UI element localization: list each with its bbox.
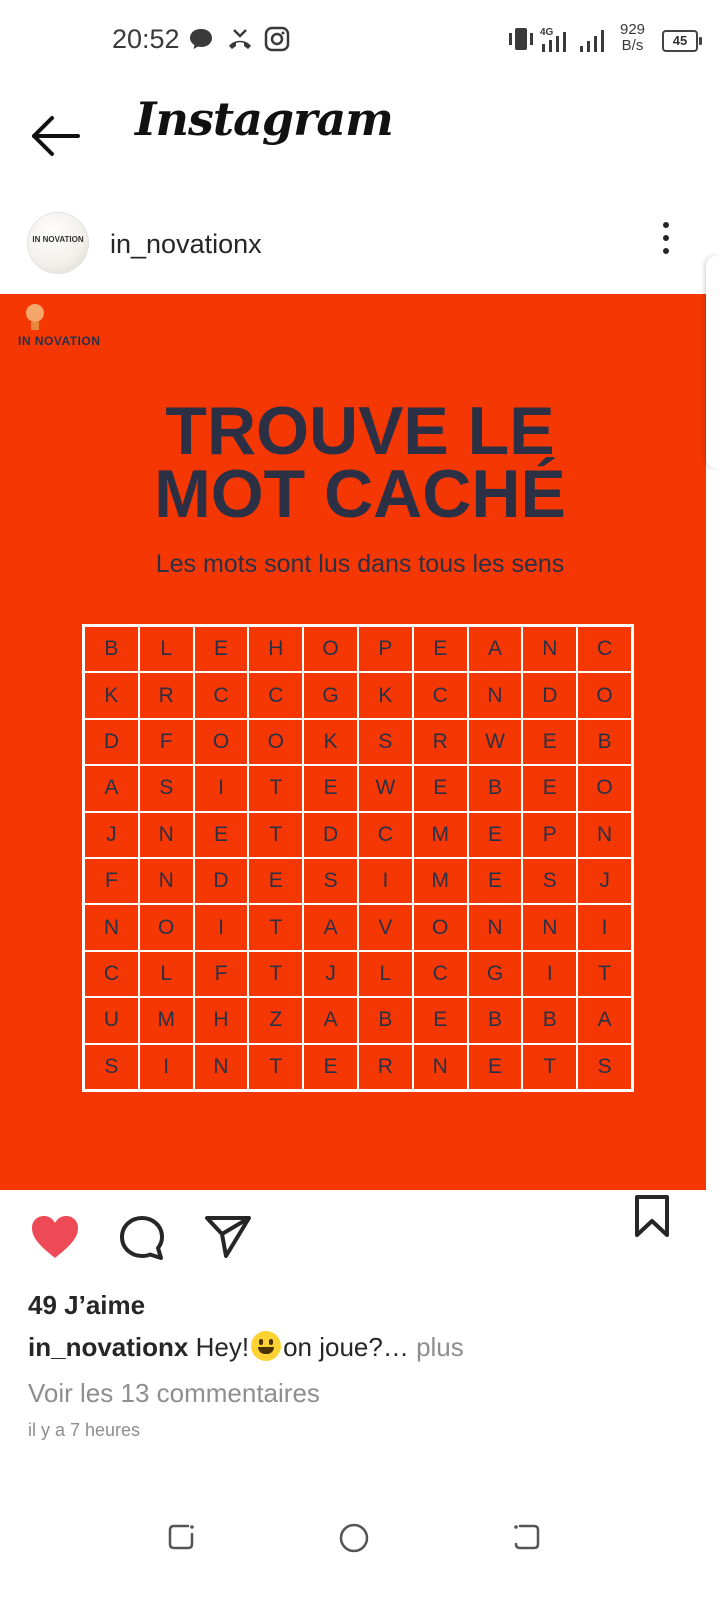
net-speed — [620, 22, 645, 54]
grid-cell: N — [194, 1044, 249, 1090]
grid-cell: E — [248, 858, 303, 904]
grid-cell: I — [358, 858, 413, 904]
post-caption[interactable] — [28, 1331, 464, 1363]
post-time: il y a 7 heures — [28, 1420, 141, 1440]
grid-cell: S — [358, 719, 413, 765]
grid-cell: F — [194, 951, 249, 997]
grid-cell: T — [522, 1044, 577, 1090]
instagram-logo: Instagram — [135, 92, 393, 146]
grid-cell: B — [468, 997, 523, 1043]
grid-cell: T — [577, 951, 632, 997]
grid-cell: O — [248, 719, 303, 765]
lightbulb-logo-icon — [24, 302, 46, 334]
grid-cell: C — [413, 672, 468, 718]
grid-cell: E — [468, 812, 523, 858]
grid-cell: P — [358, 626, 413, 672]
grid-cell: G — [303, 672, 358, 718]
grid-cell: O — [303, 626, 358, 672]
grid-cell: I — [577, 904, 632, 950]
grid-cell: E — [303, 1044, 358, 1090]
grid-cell: S — [139, 765, 194, 811]
more-vertical-icon[interactable] — [658, 222, 674, 262]
likes-count[interactable]: 49 J’aime — [28, 1290, 146, 1320]
signal-icon — [578, 26, 608, 54]
image-title-line1: TROUVE LE — [165, 393, 555, 469]
grid-cell: K — [358, 672, 413, 718]
svg-text:4G: 4G — [540, 27, 554, 38]
instagram-icon — [264, 26, 290, 52]
side-panel-handle[interactable] — [706, 256, 720, 468]
grinning-face-emoji-icon — [251, 1331, 281, 1361]
arrow-left-icon[interactable] — [30, 112, 86, 164]
grid-cell: T — [248, 904, 303, 950]
grid-cell: R — [413, 719, 468, 765]
grid-cell: W — [358, 765, 413, 811]
caption-more-link[interactable]: plus — [416, 1332, 464, 1362]
grid-cell: I — [194, 904, 249, 950]
recent-apps-icon[interactable] — [166, 1522, 196, 1552]
grid-cell: J — [84, 812, 139, 858]
grid-cell: N — [139, 858, 194, 904]
grid-cell: N — [84, 904, 139, 950]
grid-cell: O — [194, 719, 249, 765]
grid-cell: O — [413, 904, 468, 950]
grid-cell: S — [577, 1044, 632, 1090]
caption-text-after: on joue?… — [283, 1332, 409, 1362]
grid-cell: O — [577, 672, 632, 718]
net-speed-value: 929 — [620, 21, 646, 38]
battery-indicator: 45 — [662, 30, 698, 52]
grid-cell: U — [84, 997, 139, 1043]
grid-cell: B — [577, 719, 632, 765]
grid-cell: B — [468, 765, 523, 811]
caption-text-before: Hey! — [195, 1332, 250, 1362]
grid-cell: T — [248, 951, 303, 997]
heart-filled-icon[interactable] — [30, 1214, 80, 1260]
grid-cell: T — [248, 765, 303, 811]
image-logo-text: IN NOVATION — [18, 334, 101, 348]
grid-cell: C — [413, 951, 468, 997]
status-bar — [0, 0, 720, 80]
grid-cell: E — [413, 626, 468, 672]
grid-cell: E — [303, 765, 358, 811]
missed-call-icon — [226, 26, 254, 52]
grid-cell: E — [468, 1044, 523, 1090]
grid-cell: F — [84, 858, 139, 904]
grid-cell: K — [303, 719, 358, 765]
grid-cell: C — [194, 672, 249, 718]
word-search-grid — [82, 624, 634, 1092]
grid-cell: E — [413, 997, 468, 1043]
grid-cell: P — [522, 812, 577, 858]
avatar-text: IN NOVATION — [32, 235, 84, 244]
back-icon[interactable] — [512, 1522, 542, 1552]
grid-cell: C — [358, 812, 413, 858]
grid-cell: H — [248, 626, 303, 672]
grid-cell: N — [522, 626, 577, 672]
grid-cell: K — [84, 672, 139, 718]
grid-cell: D — [84, 719, 139, 765]
grid-cell: E — [468, 858, 523, 904]
grid-cell: S — [522, 858, 577, 904]
signal-4g-icon — [540, 26, 574, 54]
vibrate-icon — [506, 26, 536, 52]
grid-cell: F — [139, 719, 194, 765]
grid-cell: N — [468, 672, 523, 718]
comment-icon[interactable] — [118, 1214, 166, 1262]
grid-cell: N — [468, 904, 523, 950]
grid-cell: S — [303, 858, 358, 904]
grid-cell: D — [194, 858, 249, 904]
home-icon[interactable] — [338, 1522, 370, 1554]
chat-bubble-icon — [188, 26, 214, 52]
grid-cell: L — [139, 951, 194, 997]
grid-cell: N — [413, 1044, 468, 1090]
grid-cell: R — [139, 672, 194, 718]
grid-cell: N — [139, 812, 194, 858]
bookmark-icon[interactable] — [634, 1194, 670, 1238]
grid-cell: N — [522, 904, 577, 950]
grid-cell: B — [358, 997, 413, 1043]
grid-cell: A — [577, 997, 632, 1043]
image-subtitle: Les mots sont lus dans tous les sens — [155, 550, 565, 578]
grid-cell: E — [413, 765, 468, 811]
grid-cell: A — [303, 997, 358, 1043]
image-title-line2: MOT CACHÉ — [154, 456, 566, 532]
grid-cell: E — [194, 626, 249, 672]
grid-cell: D — [303, 812, 358, 858]
grid-cell: L — [139, 626, 194, 672]
grid-cell: B — [522, 997, 577, 1043]
grid-cell: E — [194, 812, 249, 858]
grid-cell: T — [248, 1044, 303, 1090]
grid-cell: J — [303, 951, 358, 997]
grid-cell: O — [577, 765, 632, 811]
grid-cell: B — [84, 626, 139, 672]
send-icon[interactable] — [204, 1214, 252, 1260]
grid-cell: J — [577, 858, 632, 904]
grid-cell: N — [577, 812, 632, 858]
grid-cell: M — [413, 812, 468, 858]
grid-cell: C — [577, 626, 632, 672]
grid-cell: A — [303, 904, 358, 950]
grid-cell: I — [522, 951, 577, 997]
grid-cell: V — [358, 904, 413, 950]
grid-cell: G — [468, 951, 523, 997]
grid-cell: M — [413, 858, 468, 904]
grid-cell: T — [248, 812, 303, 858]
grid-cell: I — [139, 1044, 194, 1090]
status-time: 20:52 — [112, 24, 180, 54]
grid-cell: S — [84, 1044, 139, 1090]
grid-cell: C — [84, 951, 139, 997]
grid-cell: C — [248, 672, 303, 718]
net-speed-unit: B/s — [621, 37, 644, 54]
grid-cell: Z — [248, 997, 303, 1043]
grid-cell: A — [468, 626, 523, 672]
grid-cell: E — [522, 765, 577, 811]
post-username[interactable]: in_novationx — [110, 229, 262, 259]
grid-cell: O — [139, 904, 194, 950]
grid-cell: M — [139, 997, 194, 1043]
grid-cell: R — [358, 1044, 413, 1090]
grid-cell: A — [84, 765, 139, 811]
grid-cell: H — [194, 997, 249, 1043]
view-comments-link[interactable]: Voir les 13 commentaires — [28, 1378, 320, 1408]
grid-cell: L — [358, 951, 413, 997]
grid-cell: D — [522, 672, 577, 718]
avatar[interactable] — [28, 213, 88, 273]
grid-cell: I — [194, 765, 249, 811]
caption-username[interactable]: in_novationx — [28, 1332, 189, 1362]
grid-cell: W — [468, 719, 523, 765]
grid-cell: E — [522, 719, 577, 765]
